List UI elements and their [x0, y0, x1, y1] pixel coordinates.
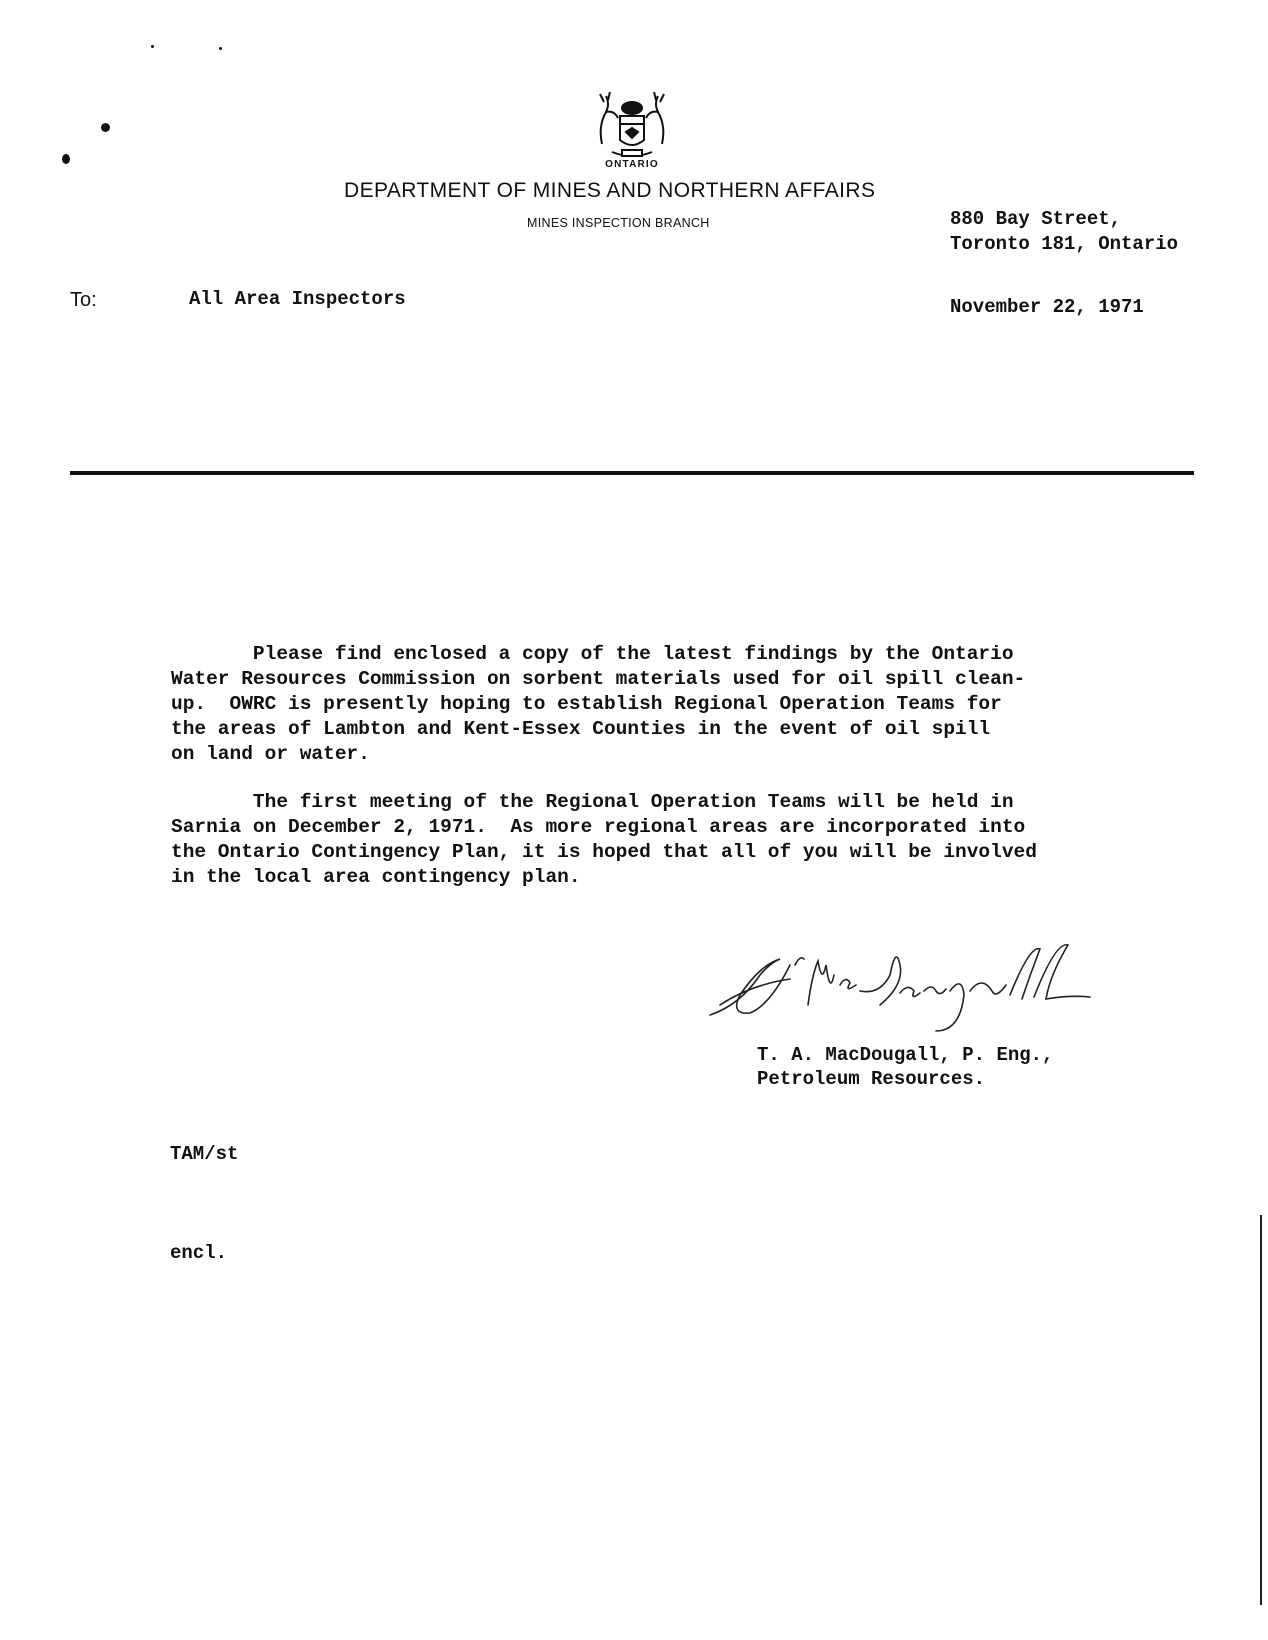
- paragraph-line: in the local area contingency plan.: [171, 866, 581, 888]
- ontario-crest-icon: [592, 86, 672, 164]
- paragraph-line: Sarnia on December 2, 1971. As more regional areas are incorporated into: [171, 816, 1026, 838]
- address-line-2: Toronto 181, Ontario: [950, 233, 1179, 255]
- branch-name: MINES INSPECTION BRANCH: [527, 216, 710, 230]
- paragraph-line: the Ontario Contingency Plan, it is hoped that all of you will be involved: [171, 841, 1037, 863]
- reference-initials: TAM/st: [170, 1143, 239, 1165]
- scan-speck: [62, 154, 70, 164]
- paragraph-line: up. OWRC is presently hoping to establish Regional Operation Teams for: [171, 693, 1002, 715]
- paragraph-line: Please find enclosed a copy of the latest findings by the Ontario: [171, 643, 1014, 665]
- header-divider: [70, 471, 1194, 475]
- body-paragraph-2: [171, 790, 1131, 890]
- body-paragraph-1: [171, 642, 1131, 767]
- memo-date: November 22, 1971: [950, 296, 1144, 318]
- paragraph-line: the areas of Lambton and Kent-Essex Counties in the event of oil spill: [171, 718, 991, 740]
- signatory-title: Petroleum Resources.: [757, 1068, 986, 1090]
- scan-edge-line: [1260, 1215, 1262, 1605]
- paragraph-line: on land or water.: [171, 743, 370, 765]
- scan-speck: [101, 123, 110, 132]
- scan-speck: [219, 47, 222, 50]
- handwritten-signature: [700, 935, 1120, 1035]
- address-line-1: 880 Bay Street,: [950, 208, 1122, 230]
- enclosure-note: encl.: [170, 1242, 228, 1264]
- crest-label: ONTARIO: [605, 159, 659, 170]
- department-title: DEPARTMENT OF MINES AND NORTHERN AFFAIRS: [344, 179, 876, 202]
- paragraph-line: The first meeting of the Regional Operation Teams will be held in: [171, 791, 1014, 813]
- to-label: To:: [70, 289, 97, 311]
- recipient: All Area Inspectors: [189, 288, 406, 310]
- paragraph-line: Water Resources Commission on sorbent materials used for oil spill clean-: [171, 668, 1026, 690]
- scan-speck: [151, 45, 154, 48]
- signatory-name: T. A. MacDougall, P. Eng.,: [757, 1044, 1054, 1066]
